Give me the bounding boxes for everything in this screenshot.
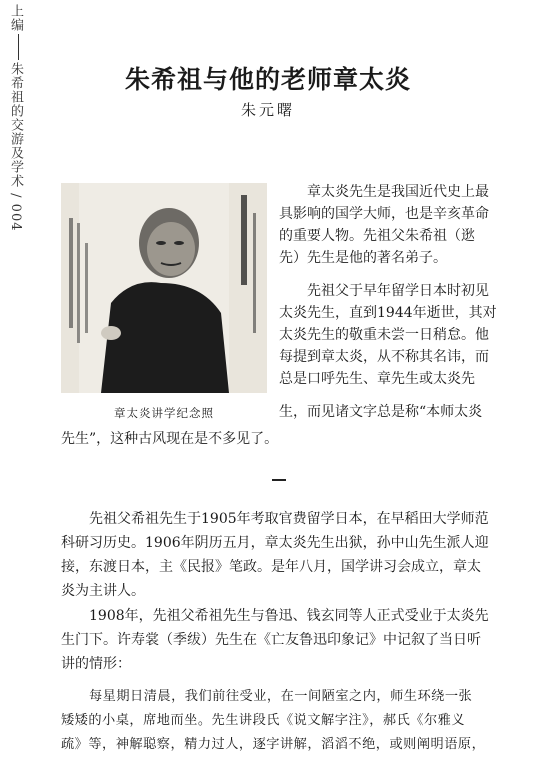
portrait-illustration xyxy=(61,183,267,393)
page-number: 004 xyxy=(8,203,23,232)
body-line: 接，东渡日本，主《民报》笔政。是年八月，国学讲习会成立，章太 xyxy=(61,559,481,575)
photo-caption: 章太炎讲学纪念照 xyxy=(114,406,214,420)
quote-line: 疏》等，神解聪察，精力过人，逐字讲解，滔滔不绝，或则阐明语原， xyxy=(61,737,486,752)
intro-line: 先祖父于早年留学日本时初见 xyxy=(307,283,489,299)
body-line: 讲的情形： xyxy=(61,656,131,672)
intro-line: 每提到章太炎，从不称其名讳，而 xyxy=(279,349,489,365)
body-line: 生门下。许寿裳（季绂）先生在《亡友鲁迅印象记》中记叙了当日听 xyxy=(61,632,481,648)
section-mark xyxy=(272,479,286,481)
running-head-rule xyxy=(18,34,19,60)
intro-tail-line: 先生”，这种古风现在是不多见了。 xyxy=(61,431,279,447)
intro-line: 太炎先生的敬重未尝一日稍怠。他 xyxy=(279,327,489,343)
body-line: 先祖父希祖先生于1905年考取官费留学日本，在早稻田大学师范 xyxy=(89,511,489,527)
intro-line: 总是口呼先生、章先生或太炎先 xyxy=(279,371,475,387)
article-author: 朱元曙 xyxy=(240,101,295,119)
intro-line: 太炎先生，直到1944年逝世，其对 xyxy=(279,305,497,321)
body-line: 炎为主讲人。 xyxy=(61,583,145,599)
portrait-photo xyxy=(61,183,267,393)
running-head-section: 上编 xyxy=(8,4,23,32)
body-line: 1908年，先祖父希祖先生与鲁迅、钱玄同等人正式受业于太炎先 xyxy=(89,608,489,624)
running-head-subtitle: 朱希祖的交游及学术 xyxy=(8,62,23,188)
intro-line: 具影响的国学大师，也是辛亥革命 xyxy=(279,206,489,222)
body-line: 科研习历史。1906年阴历五月，章太炎先生出狱，孙中山先生派人迎 xyxy=(61,535,489,551)
article-title: 朱希祖与他的老师章太炎 xyxy=(124,65,411,94)
intro-line: 生，而见诸文字总是称“本师太炎 xyxy=(279,404,483,420)
intro-line: 先）先生是他的著名弟子。 xyxy=(279,250,447,266)
intro-line: 章太炎先生是我国近代史上最 xyxy=(307,184,489,200)
quote-line: 每星期日清晨，我们前往受业，在一间陋室之内，师生环绕一张 xyxy=(89,689,473,704)
intro-line: 的重要人物。先祖父朱希祖（逖 xyxy=(279,228,475,244)
running-head-slash: / xyxy=(8,193,23,199)
quote-line: 矮矮的小桌，席地而坐。先生讲段氏《说文解字注》，郝氏《尔雅义 xyxy=(61,713,466,728)
